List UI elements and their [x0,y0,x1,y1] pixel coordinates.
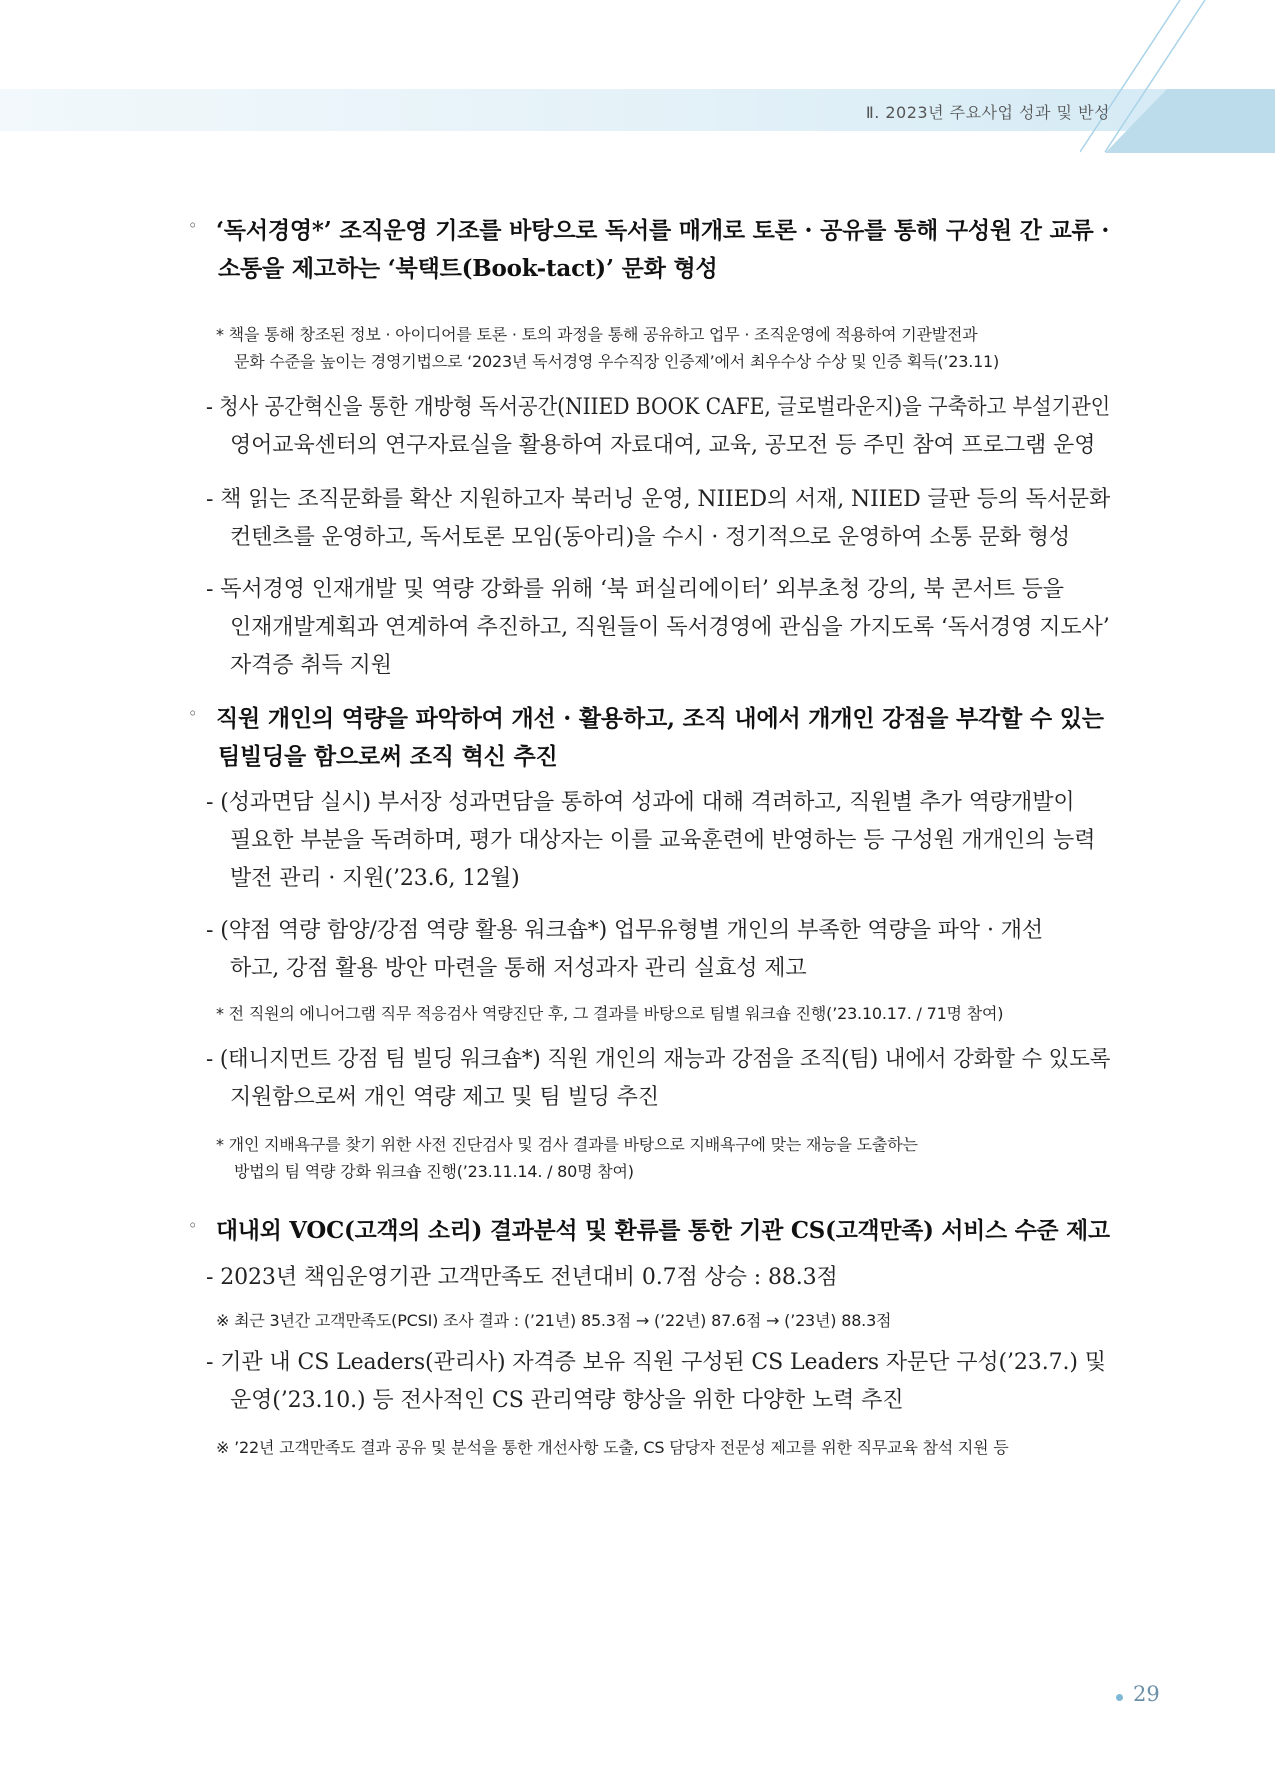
sub-text-line: - 책 읽는 조직문화를 확산 지원하고자 북러닝 운영, NIIED의 서재, NIIED 글판 등의 독서문화 [206,487,1111,512]
note-text-line: * 전 직원의 에니어그램 직무 적응검사 역량진단 후, 그 결과를 바탕으로 팀별 워크숍 진행(’23.10.17. / 71명 참여) [216,1004,1004,1023]
sub-text-line: 필요한 부분을 독려하며, 평가 대상자는 이를 교육훈련에 반영하는 등 구성원 개개인의 능력 [230,828,1096,853]
bullet-circle-icon: ◦ [188,1216,198,1235]
sub-text-line: - (태니지먼트 강점 팀 빌딩 워크숍*) 직원 개인의 재능과 강점을 조직(팀) 내에서 강화할 수 있도록 [206,1047,1111,1072]
sub-text-line: 운영(’23.10.) 등 전사적인 CS 관리역량 향상을 위한 다양한 노력 추진 [230,1388,904,1413]
sub-text-line: 자격증 취득 지원 [230,653,392,678]
main-text-line: 소통을 제고하는 ‘북택트(Book-tact)’ 문화 형성 [218,255,718,282]
sub-text-line: - (약점 역량 함양/강점 역량 활용 워크숍*) 업무유형별 개인의 부족한 역량을 파악 · 개선 [206,918,1044,943]
note-text-line: 방법의 팀 역량 강화 워크숍 진행(’23.11.14. / 80명 참여) [234,1162,634,1181]
sub-text-line: - 기관 내 CS Leaders(관리사) 자격증 보유 직원 구성된 CS Leaders 자문단 구성(’23.7.) 및 [206,1350,1106,1375]
main-text-line: 팀빌딩을 함으로써 조직 혁신 추진 [218,743,558,770]
sub-text-line: - 청사 공간혁신을 통한 개방형 독서공간(NIIED BOOK CAFE, 글로벌라운지)을 구축하고 부설기관인 [206,395,1111,420]
note-text-line: * 개인 지배욕구를 찾기 위한 사전 진단검사 및 검사 결과를 바탕으로 지배욕구에 맞는 재능을 도출하는 [216,1135,918,1154]
sub-text-line: 영어교육센터의 연구자료실을 활용하여 자료대여, 교육, 공모전 등 주민 참여 프로그램 운영 [230,433,1096,458]
header-line-decoration [1080,0,1275,160]
sub-text-line: 지원함으로써 개인 역량 제고 및 팀 빌딩 추진 [230,1085,659,1110]
main-text-line: 직원 개인의 역량을 파악하여 개선 · 활용하고, 조직 내에서 개개인 강점을 부각할 수 있는 [216,705,1104,732]
sub-text-line: - 2023년 책임운영기관 고객만족도 전년대비 0.7점 상승 : 88.3점 [206,1265,838,1290]
sub-text-line: 발전 관리 · 지원(’23.6, 12월) [230,866,520,891]
page-dot-icon [1116,1694,1123,1701]
main-text-line: 대내외 VOC(고객의 소리) 결과분석 및 환류를 통한 기관 CS(고객만족) 서비스 수준 제고 [216,1217,1110,1244]
sub-text-line: - (성과면담 실시) 부서장 성과면담을 통하여 성과에 대해 격려하고, 직원별 추가 역량개발이 [206,790,1075,815]
page-number: 29 [1133,1682,1160,1706]
bullet-circle-icon: ◦ [188,216,198,235]
header-title: Ⅱ. 2023년 주요사업 성과 및 반성 [865,103,1110,122]
sub-text-line: 하고, 강점 활용 방안 마련을 통해 저성과자 관리 실효성 제고 [230,956,807,981]
sub-text-line: 컨텐츠를 운영하고, 독서토론 모임(동아리)을 수시 · 정기적으로 운영하여 소통 문화 형성 [230,525,1071,550]
sub-text-line: 인재개발계획과 연계하여 추진하고, 직원들이 독서경영에 관심을 가지도록 ‘독서경영 지도사’ [230,615,1110,640]
note-text-line: ※ 최근 3년간 고객만족도(PCSI) 조사 결과 : (’21년) 85.3점 → (’22년) 87.6점 → (’23년) 88.3점 [216,1311,892,1330]
main-text-line: ‘독서경영*’ 조직운영 기조를 바탕으로 독서를 매개로 토론 · 공유를 통해 구성원 간 교류 · [216,217,1110,244]
note-text-line: * 책을 통해 창조된 정보 · 아이디어를 토론 · 토의 과정을 통해 공유하고 업무 · 조직운영에 적용하여 기관발전과 [216,325,978,344]
note-text-line: 문화 수준을 높이는 경영기법으로 ‘2023년 독서경영 우수직장 인증제’에서 최우수상 수상 및 인증 획득(’23.11) [234,352,1000,371]
sub-text-line: - 독서경영 인재개발 및 역량 강화를 위해 ‘북 퍼실리에이터’ 외부초청 강의, 북 콘서트 등을 [206,577,1064,602]
note-text-line: ※ ’22년 고객만족도 결과 공유 및 분석을 통한 개선사항 도출, CS 담당자 전문성 제고를 위한 직무교육 참석 지원 등 [216,1438,1009,1457]
bullet-circle-icon: ◦ [188,704,198,723]
